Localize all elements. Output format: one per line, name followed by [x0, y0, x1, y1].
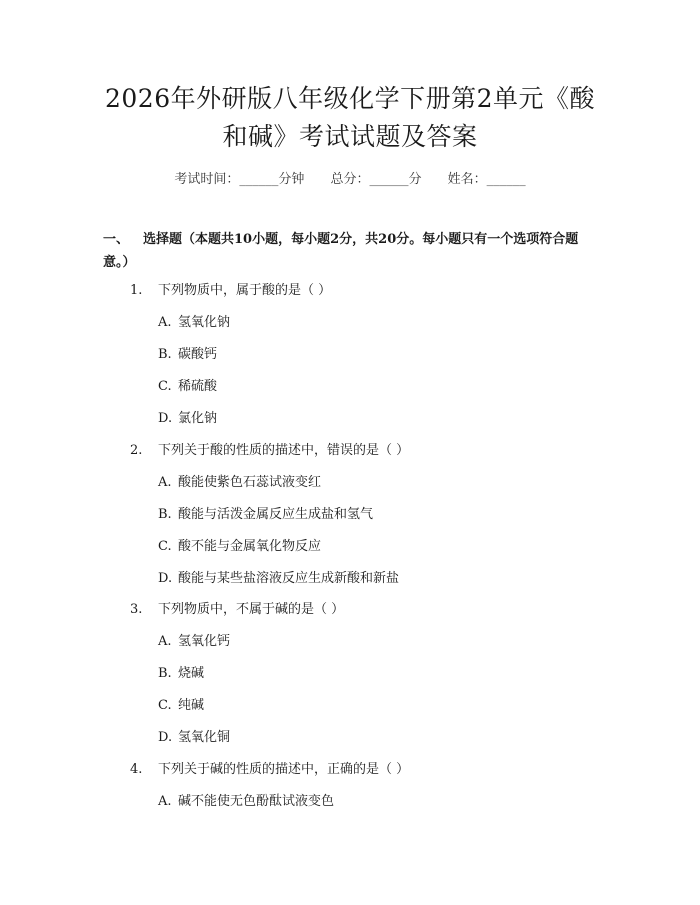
name-label: 姓名：______: [447, 172, 526, 187]
exam-time-label: 考试时间：______分钟: [174, 172, 305, 187]
option-text: 氯化钠: [178, 411, 218, 426]
option-text: 酸能与活泼金属反应生成盐和氢气: [178, 507, 374, 522]
option-text: 酸能与某些盐溶液反应生成新酸和新盐: [178, 571, 400, 586]
option-label: C.: [158, 379, 172, 394]
option-label: C.: [158, 698, 172, 713]
option-2c: [158, 538, 321, 556]
option-label: A.: [158, 794, 172, 809]
question-number: 4.: [130, 762, 143, 777]
page-title: [60, 80, 640, 156]
option-3d: [158, 729, 230, 747]
option-label: D.: [158, 571, 173, 586]
option-1b: [158, 346, 217, 364]
option-label: B.: [158, 347, 172, 362]
option-label: D.: [158, 730, 173, 745]
option-3a: [158, 633, 230, 651]
question-text: 下列关于碱的性质的描述中，正确的是（ ）: [158, 762, 410, 777]
option-label: A.: [158, 315, 172, 330]
option-2b: [158, 506, 373, 524]
option-text: 烧碱: [178, 666, 205, 681]
option-1a: [158, 314, 230, 332]
option-2d: [158, 570, 399, 588]
question-text: 下列关于酸的性质的描述中，错误的是（ ）: [158, 443, 410, 458]
section-text: 选择题（本题共10小题，每小题2分，共20分。每小题只有一个选项符合题意。）: [103, 232, 579, 270]
option-text: 纯碱: [178, 698, 205, 713]
question-number: 1.: [130, 283, 143, 298]
option-2a: [158, 474, 321, 492]
option-text: 稀硫酸: [178, 379, 218, 394]
total-score-label: 总分：______分: [330, 172, 422, 187]
question-text: 下列物质中，不属于碱的是（ ）: [158, 602, 345, 617]
option-label: A.: [158, 634, 172, 649]
title-line-1: 2026年外研版八年级化学下册第2单元《酸: [104, 84, 596, 113]
option-label: B.: [158, 507, 172, 522]
option-label: C.: [158, 539, 172, 554]
option-text: 氢氧化钠: [178, 315, 231, 330]
title-line-2: 和碱》考试试题及答案: [222, 122, 478, 151]
question-3: [130, 601, 344, 619]
option-label: A.: [158, 475, 172, 490]
option-text: 碳酸钙: [178, 347, 218, 362]
question-2: [130, 442, 409, 460]
option-text: 酸能使紫色石蕊试液变红: [178, 475, 322, 490]
section-number: 一、: [103, 232, 130, 247]
section-heading: [103, 228, 603, 274]
option-text: 氢氧化铜: [178, 730, 231, 745]
option-3b: [158, 665, 204, 683]
option-1c: [158, 378, 217, 396]
option-4a: [158, 793, 334, 811]
question-number: 2.: [130, 443, 143, 458]
option-1d: [158, 410, 217, 428]
option-text: 碱不能使无色酚酞试液变色: [178, 794, 335, 809]
option-label: D.: [158, 411, 173, 426]
option-3c: [158, 697, 204, 715]
option-text: 酸不能与金属氧化物反应: [178, 539, 322, 554]
question-1: [130, 282, 331, 300]
question-text: 下列物质中，属于酸的是（ ）: [158, 283, 332, 298]
option-text: 氢氧化钙: [178, 634, 231, 649]
question-4: [130, 761, 409, 779]
question-number: 3.: [130, 602, 143, 617]
option-label: B.: [158, 666, 172, 681]
exam-meta: [0, 168, 700, 187]
